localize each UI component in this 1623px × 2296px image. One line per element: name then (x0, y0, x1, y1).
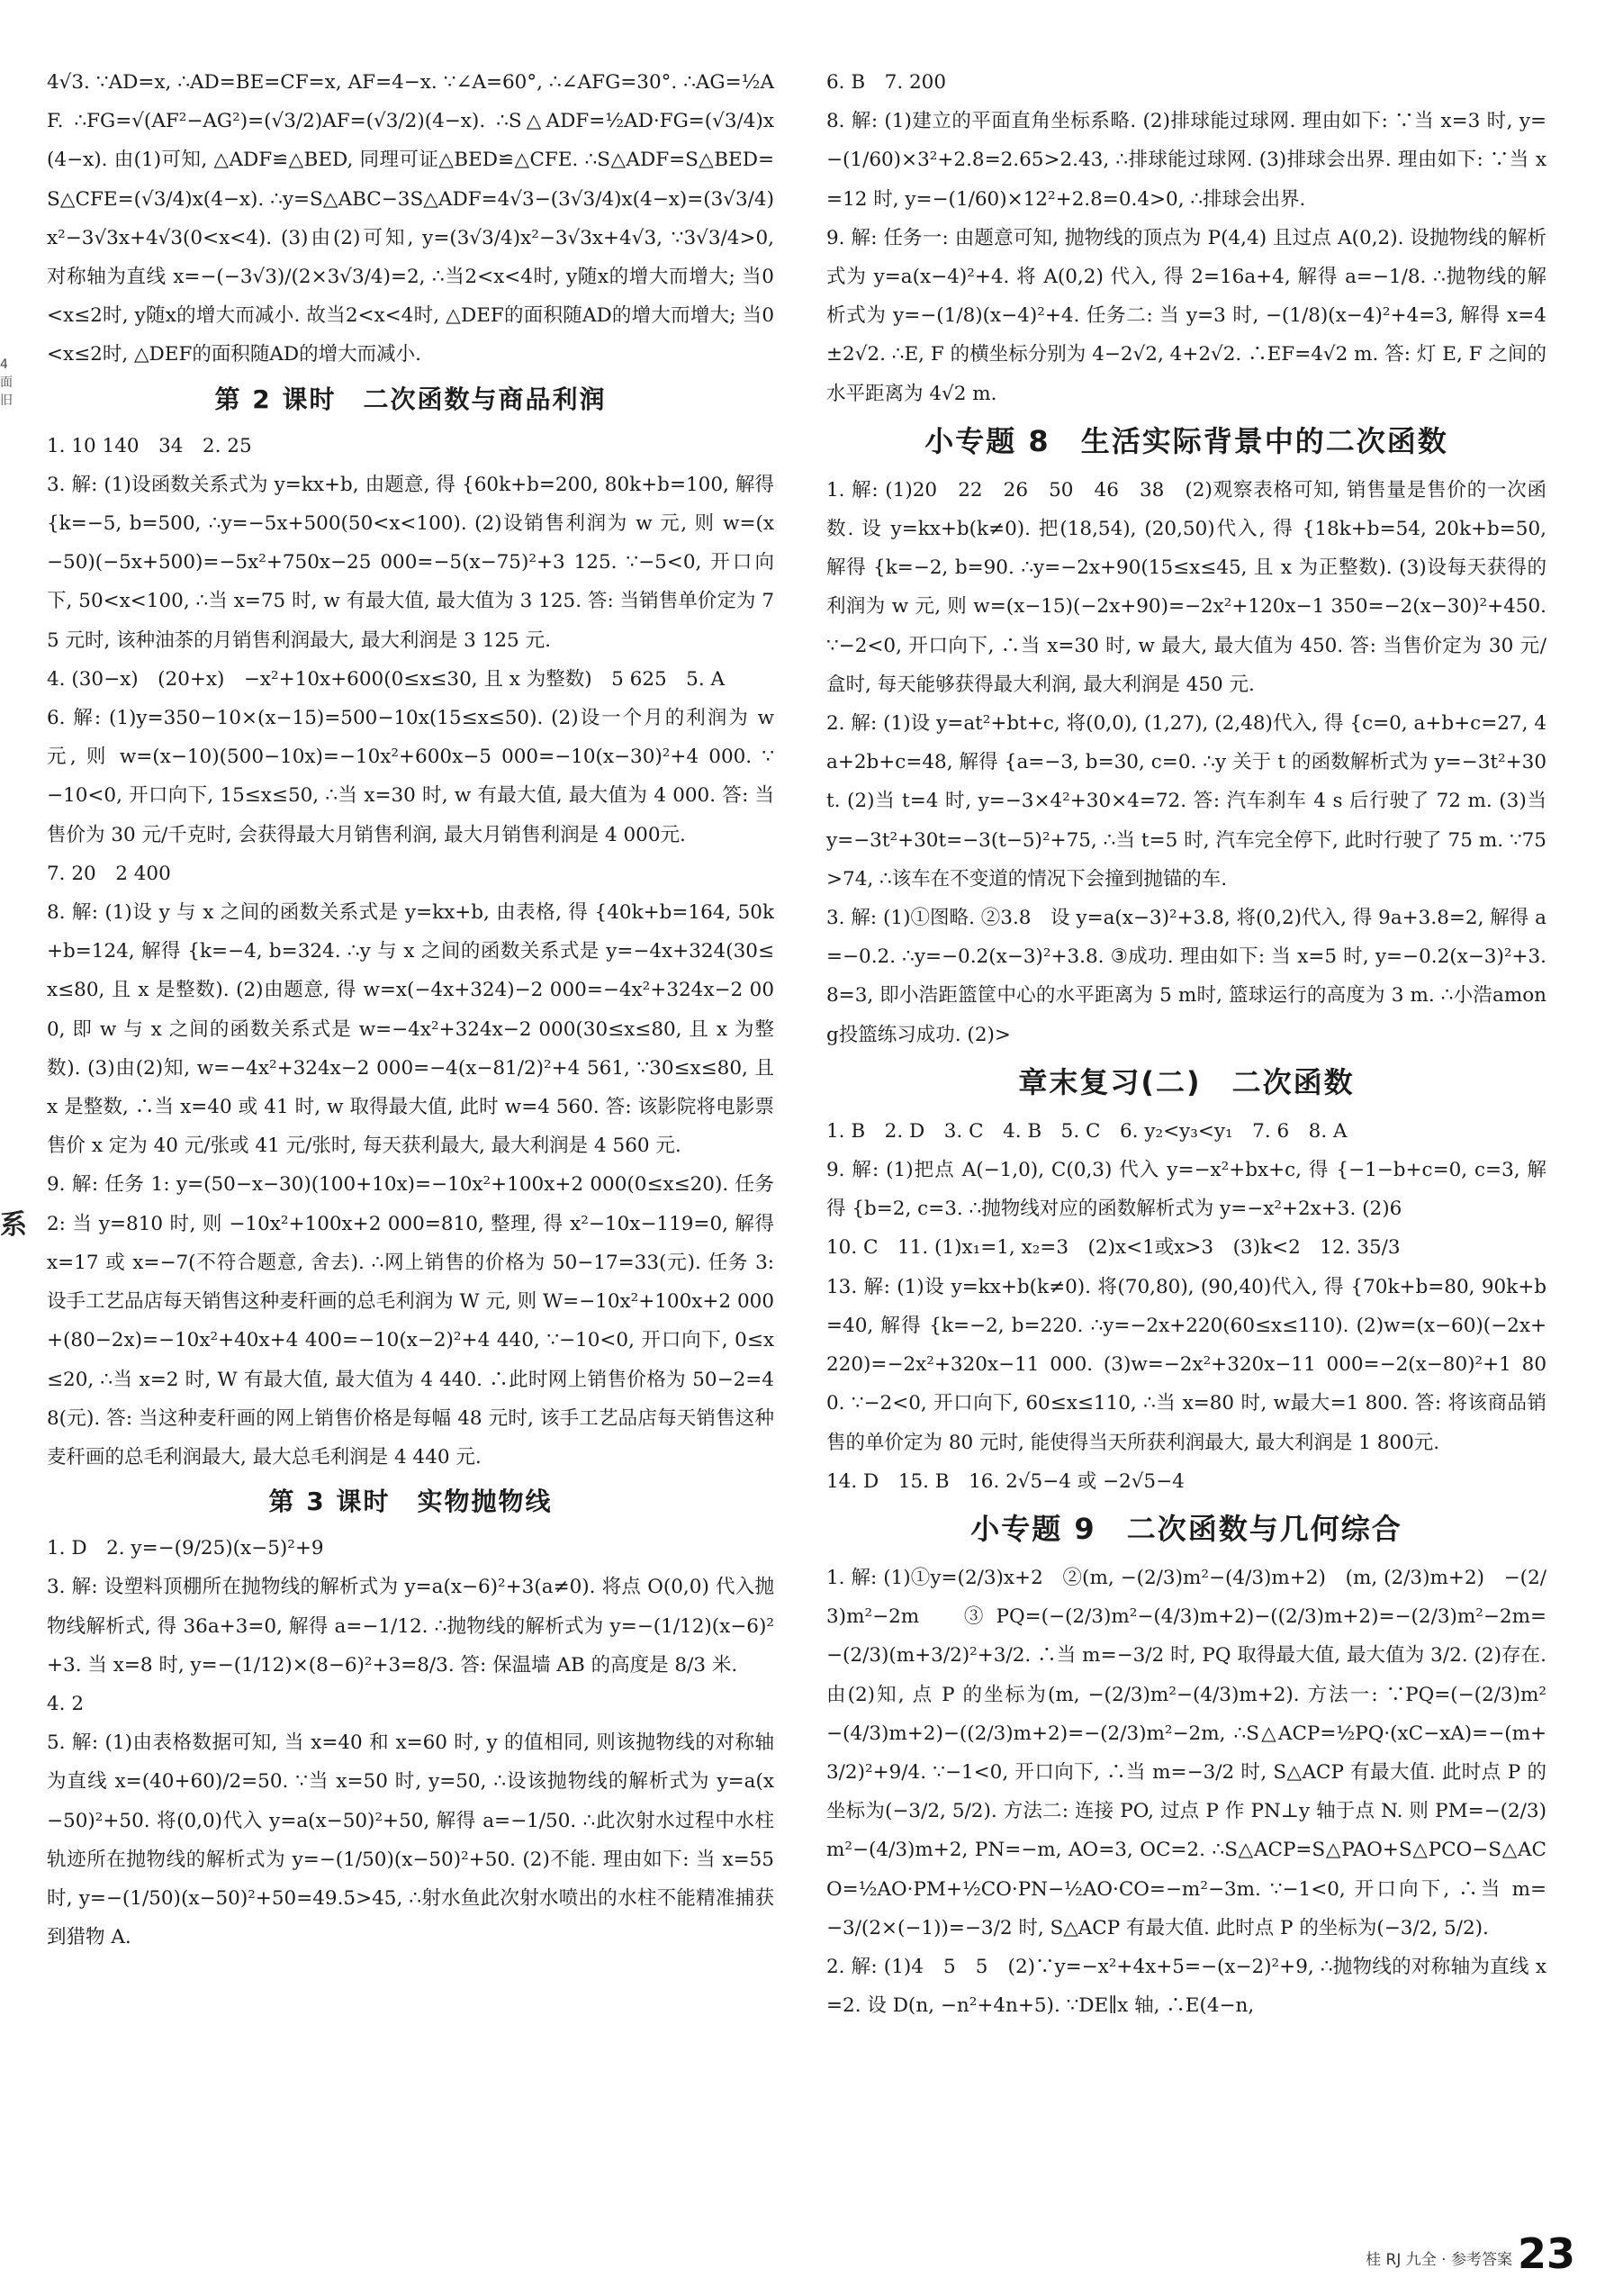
answer-paragraph: 4. 2 (47, 1692, 85, 1715)
section-heading: 章末复习(二) 二次函数 (1018, 1064, 1355, 1099)
answer-paragraph: 10. C 11. (1)x₁=1, x₂=3 (2)x<1或x>3 (3)k<2 12. 35/3 (826, 1236, 1401, 1260)
answer-paragraph: 9. 解: 任务一: 由题意可知, 抛物线的顶点为 P(4,4) 且过点 A(0,2). 设抛物线的解析式为 y=a(x−4)²+4. 将 A(0,2) 代入, 得 2=16a+4, 解得 a=−1/8. ∴抛物线的解析式为 y=−(1/8)(x−4)²+4. 任务二: 当 y=3 时, −(1/8)(x−4)²+4=3, 解得 x=4±2√2. ∴E, F 的横坐标分别为 4−2√2, 4+2√2. ∴EF=4√2 m. 答: 灯 E, F 之间的水平距离为 4√2 m. (826, 226, 1546, 405)
answer-paragraph: 2. 解: (1)4 5 5 (2)∵y=−x²+4x+5=−(x−2)²+9, ∴抛物线的对称轴为直线 x=2. 设 D(n, −n²+4n+5). ∵DE∥x 轴, ∴E(4−n, (826, 1955, 1546, 2018)
answer-paragraph: 9. 解: 任务 1: y=(50−x−30)(100+10x)=−10x²+100x+2 000(0≤x≤20). 任务 2: 当 y=810 时, 则 −10x²+100x+2 000=810, 整理, 得 x²−10x−119=0, 解得 x=17 或 x=−7(不符合题意, 舍去). ∴网上销售的价格为 50−17=33(元). 任务 3: 设手工艺品店每天销售这种麦秆画的总毛利润为 W 元, 则 W=−10x²+100x+2 000+(80−2x)=−10x²+40x+4 400=−10(x−2)²+4 440, ∵−10<0, 开口向下, 0≤x≤20, ∴当 x=2 时, W 有最大值, 最大值为 4 440. ∴此时网上销售价格为 50−2=48(元). 答: 当这种麦秆画的网上销售价格是每幅 48 元时, 该手工艺品店每天销售这种麦秆画的总毛利润最大, 最大总毛利润是 4 440 元. (47, 1173, 774, 1469)
answer-paragraph: 4. (30−x) (20+x) −x²+10x+600(0≤x≤30, 且 x 为整数) 5 625 5. A (47, 667, 726, 691)
answer-paragraph: 1. D 2. y=−(9/25)(x−5)²+9 (47, 1537, 324, 1560)
answer-paragraph: 1. 解: (1)20 22 26 50 46 38 (2)观察表格可知, 销售量是售价的一次函数. 设 y=kx+b(k≠0). 把(18,54), (20,50)代入, 得 {18k+b=54, 20k+b=50, 解得 {k=−2, b=90. ∴y=−2x+90(15≤x≤45, 且 x 为正整数). (3)设每天获得的利润为 w 元, 则 w=(x−15)(−2x+90)=−2x²+120x−1 350=−2(x−30)²+450. ∵−2<0, 开口向下, ∴当 x=30 时, w 最大, 最大值为 450. 答: 当售价定为 30 元/盒时, 每天能够获得最大利润, 最大利润是 450 元. (826, 478, 1546, 696)
binding-margin-char: 系 (0, 1209, 27, 1241)
answer-paragraph: 2. 解: (1)设 y=at²+bt+c, 将(0,0), (1,27), (2,48)代入, 得 {c=0, a+b+c=27, 4a+2b+c=48, 解得 {a=−3, b=30, c=0. ∴y 关于 t 的函数解析式为 y=−3t²+30t. (2)当 t=4 时, y=−3×4²+30×4=72. 答: 汽车刹车 4 s 后行驶了 72 m. (3)当 y=−3t²+30t=−3(t−5)²+75, ∴当 t=5 时, 汽车完全停下, 此时行驶了 75 m. ∵75>74, ∴该车在不变道的情况下会撞到抛锚的车. (826, 712, 1546, 890)
answer-paragraph: 9. 解: (1)把点 A(−1,0), C(0,3) 代入 y=−x²+bx+c, 得 {−1−b+c=0, c=3, 解得 {b=2, c=3. ∴抛物线对应的函数解析式为 y=−x²+2x+3. (2)6 (826, 1159, 1546, 1221)
answer-paragraph: 3. 解: (1)①图略. ②3.8 设 y=a(x−3)²+3.8, 将(0,2)代入, 得 9a+3.8=2, 解得 a=−0.2. ∴y=−0.2(x−3)²+3.8. ③成功. 理由如下: 当 x=5 时, y=−0.2(x−3)²+3.8=3, 即小浩距篮筐中心的水平距离为 5 m时, 篮球运行的高度为 3 m. ∴小浩among投篮练习成功. (2)> (826, 907, 1546, 1046)
footer-label: 桂 RJ 九全 · 参考答案 (1366, 2251, 1512, 2269)
answer-paragraph: 5. 解: (1)由表格数据可知, 当 x=40 和 x=60 时, y 的值相同, 则该抛物线的对称轴为直线 x=(40+60)/2=50. ∵当 x=50 时, y=50, ∴设该抛物线的解析式为 y=a(x−50)²+50. 将(0,0)代入 y=a(x−50)²+50, 解得 a=−1/50. ∴此次射水过程中水柱轨迹所在抛物线的解析式为 y=−(1/50)(x−50)²+50. (2)不能. 理由如下: 当 x=55 时, y=−(1/50)(x−50)²+50=49.5>45, ∴射水鱼此次射水喷出的水柱不能精准捕获到猎物 A. (47, 1731, 774, 1949)
answer-paragraph: 3. 解: 设塑料顶棚所在抛物线的解析式为 y=a(x−6)²+3(a≠0). 将点 O(0,0) 代入抛物线解析式, 得 36a+3=0, 解得 a=−1/12. ∴抛物线的解析式为 y=−(1/12)(x−6)²+3. 当 x=8 时, y=−(1/12)×(8−6)²+3=8/3. 答: 保温墙 AB 的高度是 8/3 米. (47, 1576, 774, 1677)
section-heading: 第 3 课时 实物抛物线 (268, 1487, 553, 1517)
answer-paragraph: 8. 解: (1)建立的平面直角坐标系略. (2)排球能过球网. 理由如下: ∵当 x=3 时, y=−(1/60)×3²+2.8=2.65>2.43, ∴排球能过球网. (3)排球会出界. 理由如下: ∵当 x=12 时, y=−(1/60)×12²+2.8=0.4>0, ∴排球会出界. (826, 110, 1546, 211)
page-footer (1278, 2229, 1575, 2278)
answer-paragraph: 14. D 15. B 16. 2√5−4 或 −2√5−4 (826, 1469, 1185, 1493)
section-heading: 第 2 课时 二次函数与商品利润 (214, 384, 607, 414)
right-column (826, 63, 1546, 2025)
binding-margin-text: 4 面 旧 (0, 357, 13, 408)
left-column (47, 63, 774, 1957)
answer-paragraph: 6. 解: (1)y=350−10×(x−15)=500−10x(15≤x≤50). (2)设一个月的利润为 w 元, 则 w=(x−10)(500−10x)=−10x²+600x−5 000=−10(x−30)²+4 000. ∵−10<0, 开口向下, 15≤x≤50, ∴当 x=30 时, w 有最大值, 最大值为 4 000. 答: 当售价为 30 元/千克时, 会获得最大月销售利润, 最大月销售利润是 4 000元. (47, 707, 774, 846)
answer-paragraph: 4√3. ∵AD=x, ∴AD=BE=CF=x, AF=4−x. ∵∠A=60°, ∴∠AFG=30°. ∴AG=½AF. ∴FG=√(AF²−AG²)=(√3/2)AF=(√3/2)(4−x). ∴S△ADF=½AD·FG=(√3/4)x(4−x). 由(1)可知, △ADF≌△BED, 同理可证△BED≌△CFE. ∴S△ADF=S△BED=S△CFE=(√3/4)x(4−x). ∴y=S△ABC−3S△ADF=4√3−(3√3/4)x(4−x)=(3√3/4)x²−3√3x+4√3(0<x<4). (3)由(2)可知, y=(3√3/4)x²−3√3x+4√3, ∵3√3/4>0, 对称轴为直线 x=−(−3√3)/(2×3√3/4)=2, ∴当2<x<4时, y随x的增大而增大; 当0<x≤2时, y随x的增大而减小. 故当2<x<4时, △DEF的面积随AD的增大而增大; 当0<x≤2时, △DEF的面积随AD的增大而减小. (47, 71, 774, 366)
section-heading: 小专题 9 二次函数与几何综合 (970, 1511, 1402, 1546)
answer-paragraph: 7. 20 2 400 (47, 862, 171, 885)
answer-paragraph: 1. 10 140 34 2. 25 (47, 434, 252, 457)
answer-paragraph: 6. B 7. 200 (826, 71, 947, 94)
answer-paragraph: 8. 解: (1)设 y 与 x 之间的函数关系式是 y=kx+b, 由表格, 得 {40k+b=164, 50k+b=124, 解得 {k=−4, b=324. ∴y 与 x 之间的函数关系式是 y=−4x+324(30≤x≤80, 且 x 是整数). (2)由题意, 得 w=x(−4x+324)−2 000=−4x²+324x−2 000, 即 w 与 x 之间的函数关系式是 w=−4x²+324x−2 000(30≤x≤80, 且 x 为整数). (3)由(2)知, w=−4x²+324x−2 000=−4(x−81/2)²+4 561, ∵30≤x≤80, 且 x 是整数, ∴当 x=40 或 41 时, w 取得最大值, 此时 w=4 560. 答: 该影院将电影票售价 x 定为 40 元/张或 41 元/张时, 每天获利最大, 最大利润是 4 560 元. (47, 901, 774, 1158)
answer-paragraph: 1. 解: (1)①y=(2/3)x+2 ②(m, −(2/3)m²−(4/3)m+2) (m, (2/3)m+2) −(2/3)m²−2m ③PQ=(−(2/3)m²−(4/3)m+2)−((2/3)m+2)=−(2/3)m²−2m=−(2/3)(m+3/2)²+3/2. ∴当 m=−3/2 时, PQ 取得最大值, 最大值为 3/2. (2)存在. 由(2)知, 点 P 的坐标为(m, −(2/3)m²−(4/3)m+2). 方法一: ∵PQ=(−(2/3)m²−(4/3)m+2)−((2/3)m+2)=−(2/3)m²−2m, ∴S△ACP=½PQ·(xC−xA)=−(m+3/2)²+9/4. ∵−1<0, 开口向下, ∴当 m=−3/2 时, S△ACP 有最大值. 此时点 P 的坐标为(−3/2, 5/2). 方法二: 连接 PO, 过点 P 作 PN⊥y 轴于点 N. 则 PM=−(2/3)m²−(4/3)m+2, PN=−m, AO=3, OC=2. ∴S△ACP=S△PAO+S△PCO−S△ACO=½AO·PM+½CO·PN−½AO·CO=−m²−3m. ∵−1<0, 开口向下, ∴当 m=−3/(2×(−1))=−3/2 时, S△ACP 有最大值. 此时点 P 的坐标为(−3/2, 5/2). (826, 1566, 1546, 1939)
page-number: 23 (1517, 2229, 1575, 2278)
answer-paragraph: 3. 解: (1)设函数关系式为 y=kx+b, 由题意, 得 {60k+b=200, 80k+b=100, 解得 {k=−5, b=500, ∴y=−5x+500(50<x<100). (2)设销售利润为 w 元, 则 w=(x−50)(−5x+500)=−5x²+750x−25 000=−5(x−75)²+3 125. ∵−5<0, 开口向下, 50<x<100, ∴当 x=75 时, w 有最大值, 最大值为 3 125. 答: 当销售单价定为 75 元时, 该种油茶的月销售利润最大, 最大利润是 3 125 元. (47, 473, 774, 652)
answer-paragraph: 1. B 2. D 3. C 4. B 5. C 6. y₂<y₃<y₁ 7. 6 8. A (826, 1119, 1348, 1143)
section-heading: 小专题 8 生活实际背景中的二次函数 (924, 423, 1448, 458)
answer-paragraph: 13. 解: (1)设 y=kx+b(k≠0). 将(70,80), (90,40)代入, 得 {70k+b=80, 90k+b=40, 解得 {k=−2, b=220. ∴y=−2x+220(60≤x≤110). (2)w=(x−60)(−2x+220)=−2x²+320x−11 000. (3)w=−2x²+320x−11 000=−2(x−80)²+1 800. ∵−2<0, 开口向下, 60≤x≤110, ∴当 x=80 时, w最大=1 800. 答: 将该商品销售的单价定为 80 元时, 能使得当天所获利润最大, 最大利润是 1 800元. (826, 1275, 1546, 1454)
